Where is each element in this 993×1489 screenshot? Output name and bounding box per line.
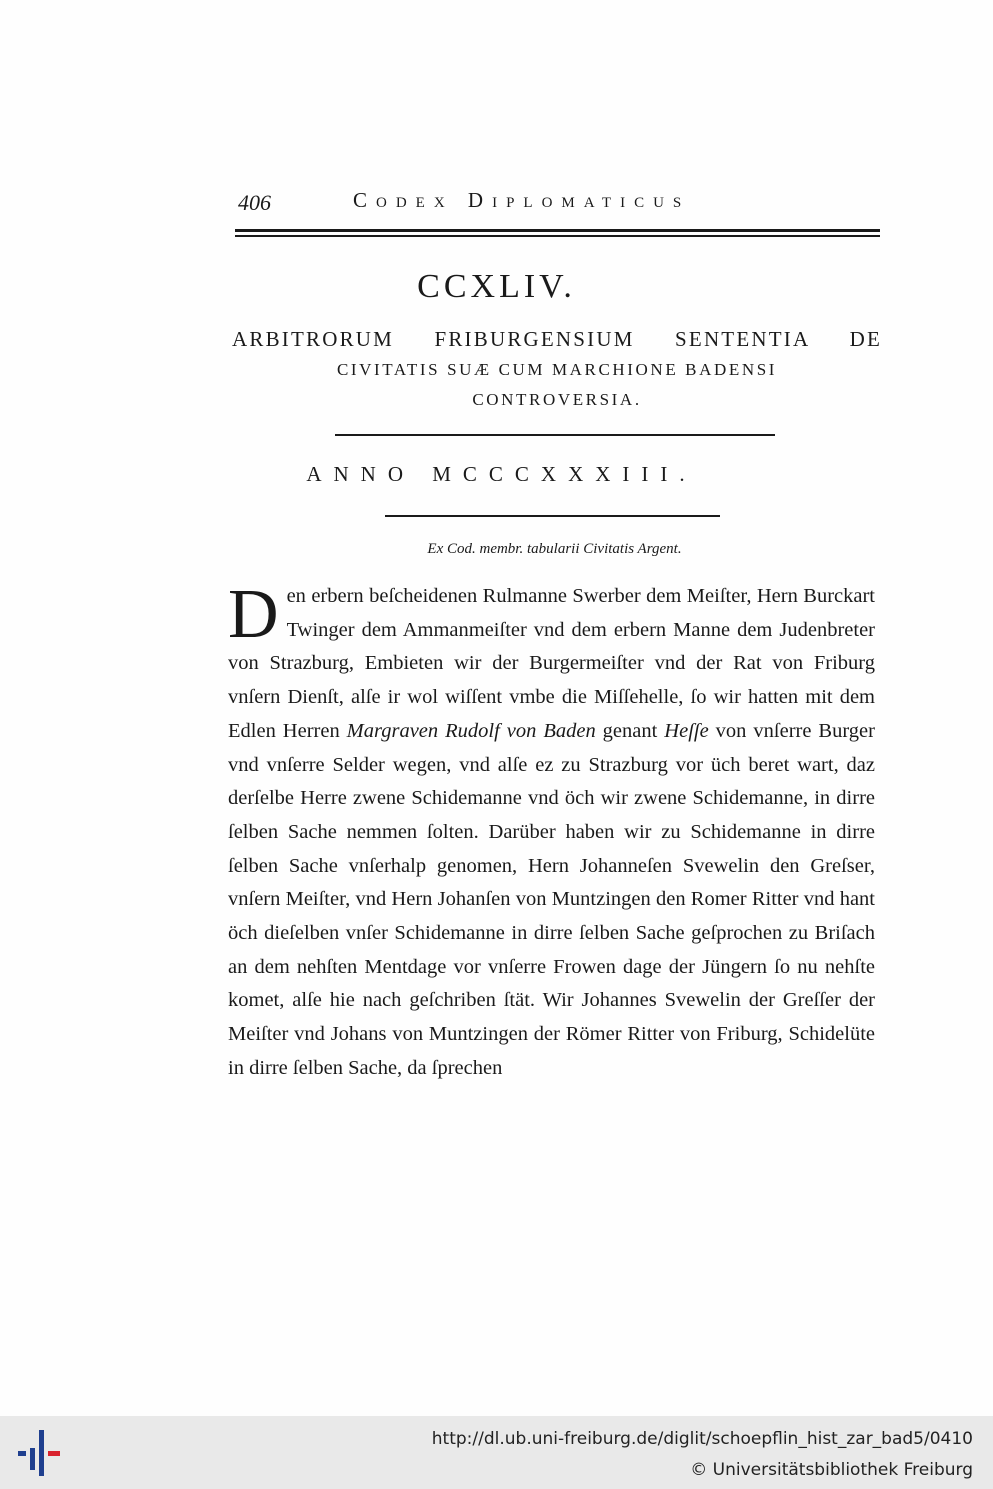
- page-number: 406: [238, 190, 271, 215]
- title-divider: [335, 434, 775, 436]
- charter-text: [228, 576, 875, 1086]
- document-year: ANNO MCCCXXXIII.: [306, 462, 697, 486]
- italic-name-1: Margraven Rudolf von Baden: [346, 719, 596, 742]
- university-library-logo-icon: [18, 1430, 64, 1476]
- year-divider: [385, 515, 720, 517]
- document-url-link[interactable]: http://dl.ub.uni-freiburg.de/diglit/schoepflin_hist_zar_bad5/0410: [431, 1429, 973, 1449]
- header-rule: [235, 229, 880, 239]
- running-title: Codex Diplomaticus: [353, 188, 691, 212]
- page-header: [235, 186, 880, 216]
- text-segment-1: en erbern beſcheidenen Rulmanne Swerber dem Meiſter, Hern Burckart Twinger dem Ammanmeiſter vnd dem erbern Manne dem Judenbreter von Strazburg, Embieten wir der Burgermeiſter vnd der Rat von Friburg vnſern Dienſt, alſe ir wol wiſſent vmbe die Miſſehelle, ſo wir hatten mit dem Edlen Herren: [228, 585, 875, 742]
- title-line-3: CONTROVERSIA.: [472, 390, 642, 409]
- copyright-notice: © Universitätsbibliothek Freiburg: [690, 1460, 973, 1480]
- document-title: [232, 324, 882, 414]
- title-line-1: ARBITRORUM FRIBURGENSIUM SENTENTIA DE: [232, 327, 882, 351]
- document-number: CCXLIV.: [417, 268, 576, 305]
- title-line-2: CIVITATIS SUÆ CUM MARCHIONE BADENSI: [336, 360, 778, 379]
- viewer-footer: [0, 1416, 993, 1489]
- drop-cap: D: [228, 576, 279, 653]
- text-segment-3: von vnſerre Burger vnd vnſerre Selder wegen, vnd alſe ez zu Strazburg vor üch beret wart, daz derſelbe Herre zwene Schidemanne vnd öch wir zwene Schidemanne, in dirre ſelben Sache nemmen ſolten. Darüber haben wir zu Schidemanne in dirre ſelben Sache vnſerhalp genomen, Hern Johanneſen Svewelin den Greſser, vnſern Meiſter, vnd Hern Johanſen von Muntzingen den Romer Ritter vnd hant öch dieſelben vnſer Schidemanne in dirre ſelben Sache geſprochen zu Briſach an dem nehſten Mentdage vor vnſerre Frowen dage der Jüngern ſo nu nehſte komet, alſe hie nach geſchriben ſtät. Wir Johannes Svewelin der Greſſer der Meiſter vnd Johans von Muntzingen der Römer Ritter von Friburg, Schidelüte in dirre ſelben Sache, da ſprechen: [228, 719, 875, 1079]
- italic-name-2: Heſſe: [664, 719, 709, 742]
- source-note: Ex Cod. membr. tabularii Civitatis Argent.: [427, 541, 682, 557]
- text-segment-2: genant: [595, 719, 665, 742]
